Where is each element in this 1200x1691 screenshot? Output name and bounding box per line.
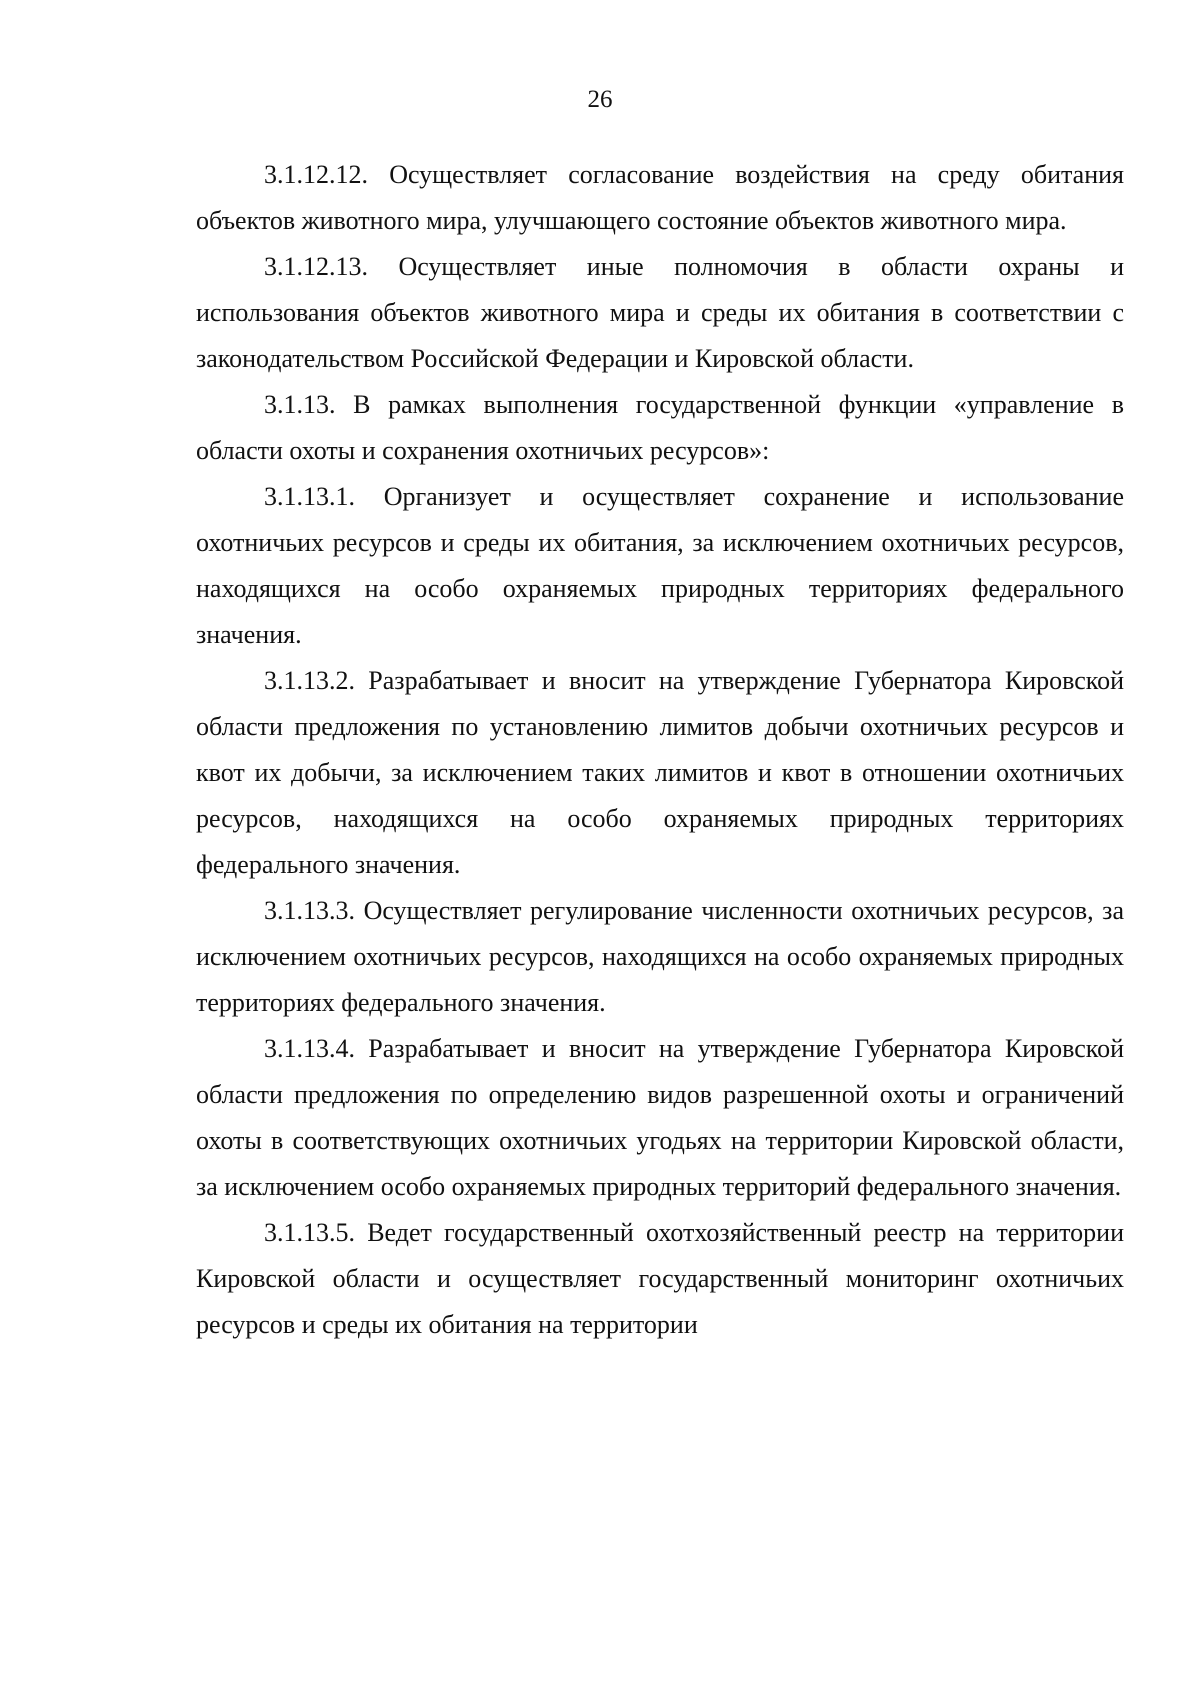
page-number: 26 (587, 86, 613, 113)
paragraph-3-1-13-2: 3.1.13.2. Разрабатывает и вносит на утверждение Губернатора Кировской области предложения по установлению лимитов добычи охотничьих ресурсов и квот их добычи, за исключением таких лимитов и квот в отношении охотничьих ресурсов, находящихся на особо охраняемых природных территориях федерального значения. (196, 666, 1124, 879)
paragraph-3-1-12-12: 3.1.12.12. Осуществляет согласование воздействия на среду обитания объектов животного мира, улучшающего состояние объектов животного мира. (196, 160, 1124, 235)
paragraph-3-1-13-5: 3.1.13.5. Ведет государственный охотхозяйственный реестр на территории Кировской области и осуществляет государственный мониторинг охотничьих ресурсов и среды их обитания на территории (196, 1218, 1124, 1339)
paragraph-3-1-13-4: 3.1.13.4. Разрабатывает и вносит на утверждение Губернатора Кировской области предложения по определению видов разрешенной охоты и ограничений охоты в соответствующих охотничьих угодьях на территории Кировской области, за исключением особо охраняемых природных территорий федерального значения. (196, 1034, 1124, 1201)
paragraph-3-1-13: 3.1.13. В рамках выполнения государственной функции «управление в области охоты и сохранения охотничьих ресурсов»: (196, 390, 1124, 465)
document-body (196, 152, 1124, 1348)
paragraph-3-1-13-3: 3.1.13.3. Осуществляет регулирование численности охотничьих ресурсов, за исключением охотничьих ресурсов, находящихся на особо охраняемых природных территориях федерального значения. (196, 896, 1124, 1017)
paragraph-3-1-12-13: 3.1.12.13. Осуществляет иные полномочия в области охраны и использования объектов животного мира и среды их обитания в соответствии с законодательством Российской Федерации и Кировской области. (196, 252, 1124, 373)
paragraph-3-1-13-1: 3.1.13.1. Организует и осуществляет сохранение и использование охотничьих ресурсов и среды их обитания, за исключением охотничьих ресурсов, находящихся на особо охраняемых природных территориях федерального значения. (196, 482, 1124, 649)
